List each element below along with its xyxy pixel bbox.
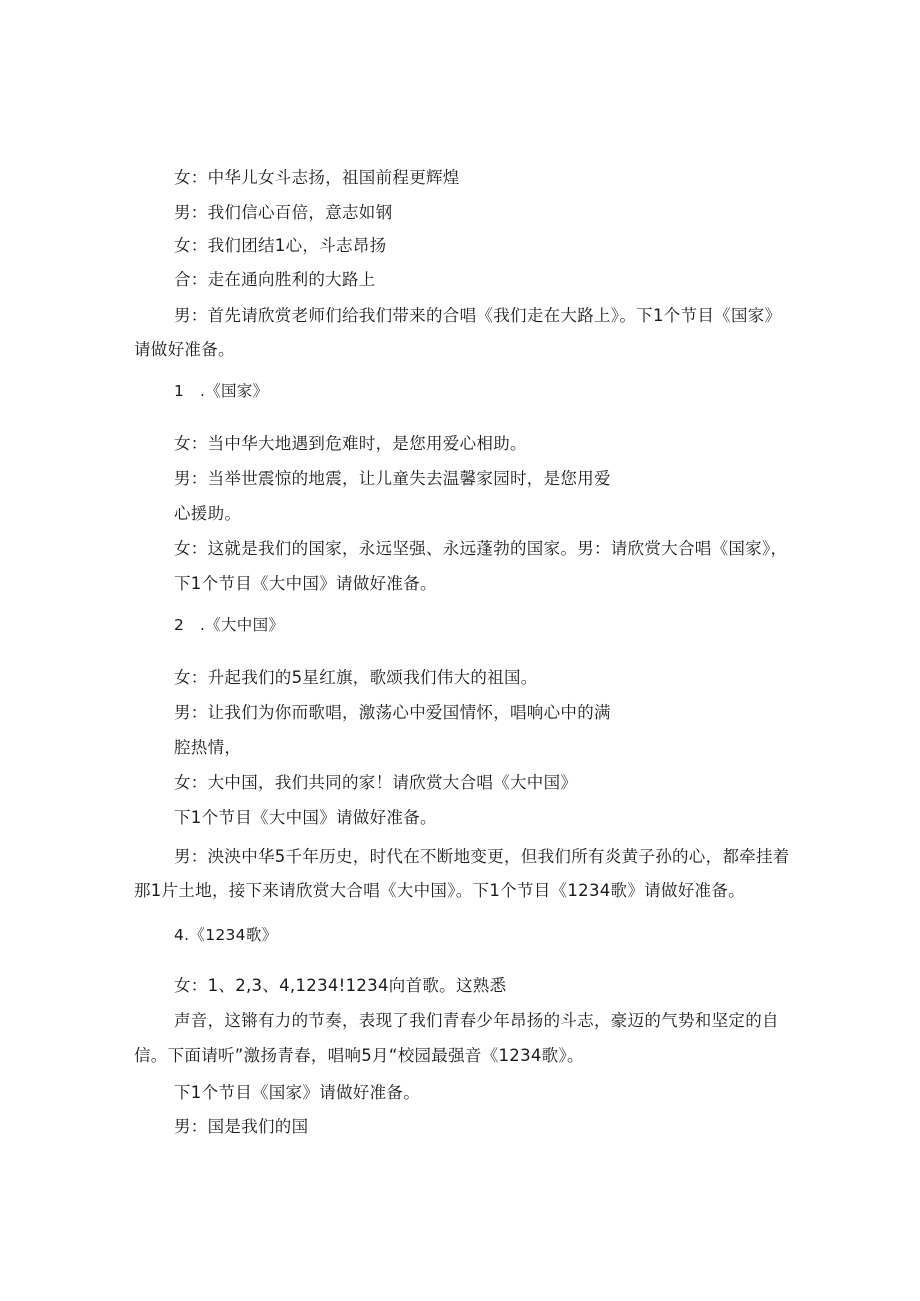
dialogue-line: 声音，这锵有力的节奏，表现了我们青春少年昂扬的斗志，豪迈的气势和坚定的自 — [174, 1011, 779, 1030]
dialogue-line: 男：当举世震惊的地震，让儿童失去温馨家园时，是您用爱 — [174, 469, 611, 488]
dialogue-line: 男：泱泱中华5千年历史，时代在不断地变更，但我们所有炎黄子孙的心，都牵挂着 — [174, 847, 790, 866]
dialogue-line: 下1个节目《国家》请做好准备。 — [174, 1083, 420, 1102]
dialogue-line: 女：我们团结1心，斗志昂扬 — [174, 236, 387, 255]
dialogue-line: 女：1、2,3、4,1234!1234向首歌。这熟悉 — [174, 976, 507, 995]
dialogue-line: 男：让我们为你而歌唱，激荡心中爱国情怀，唱响心中的满 — [174, 703, 611, 722]
dialogue-line: 女：升起我们的5星红旗，歌颂我们伟大的祖国。 — [174, 668, 538, 687]
dialogue-line: 信。下面请听”激扬青春，唱响5月“校园最强音《1234歌》。 — [134, 1046, 584, 1065]
dialogue-line: 女：这就是我们的国家，永远坚强、永远蓬勃的国家。男：请欣赏大合唱《国家》， — [174, 539, 788, 558]
dialogue-line: 男：国是我们的国 — [174, 1117, 309, 1136]
dialogue-line: 女：当中华大地遇到危难时，是您用爱心相助。 — [174, 434, 527, 453]
program-heading: 4.《1234歌》 — [174, 926, 278, 944]
dialogue-line: 男：我们信心百倍，意志如钢 — [174, 203, 393, 222]
dialogue-line: 下1个节目《大中国》请做好准备。 — [174, 574, 437, 593]
dialogue-line: 腔热情， — [174, 738, 242, 757]
dialogue-line: 请做好准备。 — [134, 340, 235, 359]
dialogue-line: 那1片土地，接下来请欣赏大合唱《大中国》。下1个节目《1234歌》请做好准备。 — [134, 881, 745, 900]
program-heading: 1 .《国家》 — [174, 382, 269, 400]
dialogue-line: 下1个节目《大中国》请做好准备。 — [174, 808, 437, 827]
dialogue-line: 女：大中国，我们共同的家！请欣赏大合唱《大中国》 — [174, 773, 578, 792]
dialogue-line: 合：走在通向胜利的大路上 — [174, 270, 376, 289]
program-heading: 2 .《大中国》 — [174, 616, 285, 634]
dialogue-line: 男：首先请欣赏老师们给我们带来的合唱《我们走在大路上》。下1个节目《国家》 — [174, 306, 782, 325]
dialogue-line: 女：中华儿女斗志扬，祖国前程更辉煌 — [174, 168, 460, 187]
dialogue-line: 心援助。 — [174, 504, 242, 523]
